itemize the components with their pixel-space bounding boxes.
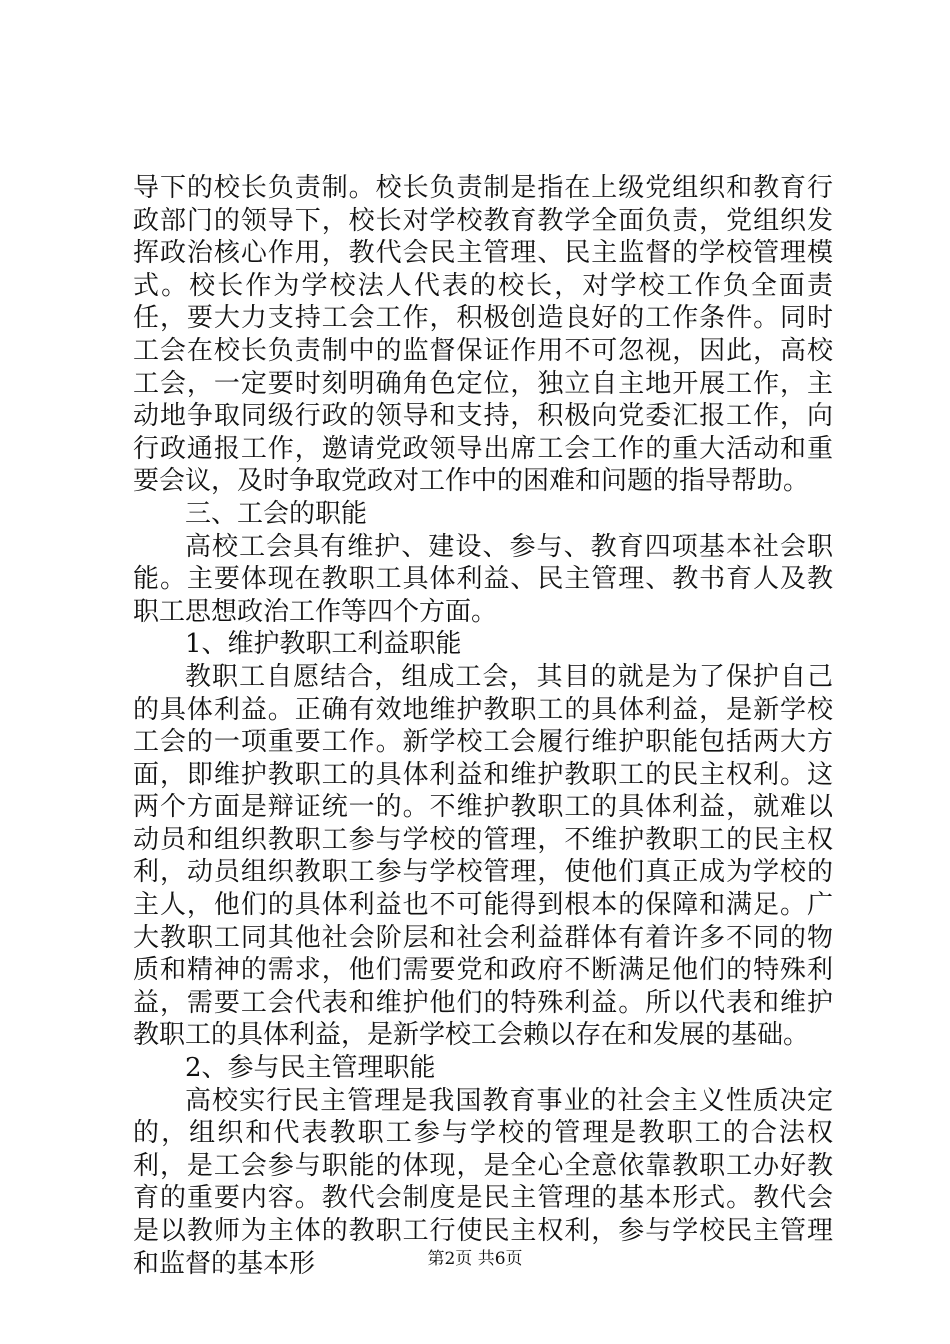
- subheading-protect-interests: 1、维护教职工利益职能: [185, 629, 462, 660]
- subheading-democratic-management: 2、参与民主管理职能: [185, 1053, 436, 1084]
- page-number-footer: 第2页 共6页: [427, 1249, 523, 1269]
- paragraph-protect-interests: 教职工自愿结合，组成工会，其目的就是为了保护自己的具体利益。正确有效地维护教职工的具体利益，是新学校工会的一项重要工作。新学校工会履行维护职能包括两大方面，即维护教职工的具体利益和维护教职工的民主权利。这两个方面是辩证统一的。不维护教职工的具体利益，就难以动员和组织教职工参与学校的管理，不维护教职工的民主权利，动员组织教职工参与学校管理，使他们真正成为学校的主人，他们的具体利益也不可能得到根本的保障和满足。广大教职工同其他社会阶层和社会利益群体有着许多不同的物质和精神的需求，他们需要党和政府不断满足他们的特殊利益，需要工会代表和维护他们的特殊利益。所以代表和维护教职工的具体利益，是新学校工会赖以存在和发展的基础。: [133, 661, 833, 1051]
- paragraph-school-responsibility: 导下的校长负责制。校长负责制是指在上级党组织和教育行政部门的领导下，校长对学校教育教学全面负责，党组织发挥政治核心作用，教代会民主管理、民主监督的学校管理模式。校长作为学校法人代表的校长，对学校工作负全面责任，要大力支持工会工作，积极创造良好的工作条件。同时工会在校长负责制中的监督保证作用不可忽视，因此，高校工会，一定要时刻明确角色定位，独立自主地开展工作，主动地争取同级行政的领导和支持，积极向党委汇报工作，向行政通报工作，邀请党政领导出席工会工作的重大活动和重要会议，及时争取党政对工作中的困难和问题的指导帮助。: [133, 173, 833, 497]
- section-heading-union-functions: 三、工会的职能: [185, 498, 368, 529]
- paragraph-four-functions: 高校工会具有维护、建设、参与、教育四项基本社会职能。主要体现在教职工具体利益、民主管理、教书育人及教职工思想政治工作等四个方面。: [133, 531, 833, 627]
- document-body: [133, 172, 833, 1280]
- paragraph-democratic-management: 高校实行民主管理是我国教育事业的社会主义性质决定的，组织和代表教职工参与学校的管理是教职工的合法权利，是工会参与职能的体现，是全心全意依靠教职工办好教育的重要内容。教代会制度是民主管理的基本形式。教代会是以教师为主体的教职工行使民主权利，参与学校民主管理和监督的基本形: [133, 1085, 833, 1279]
